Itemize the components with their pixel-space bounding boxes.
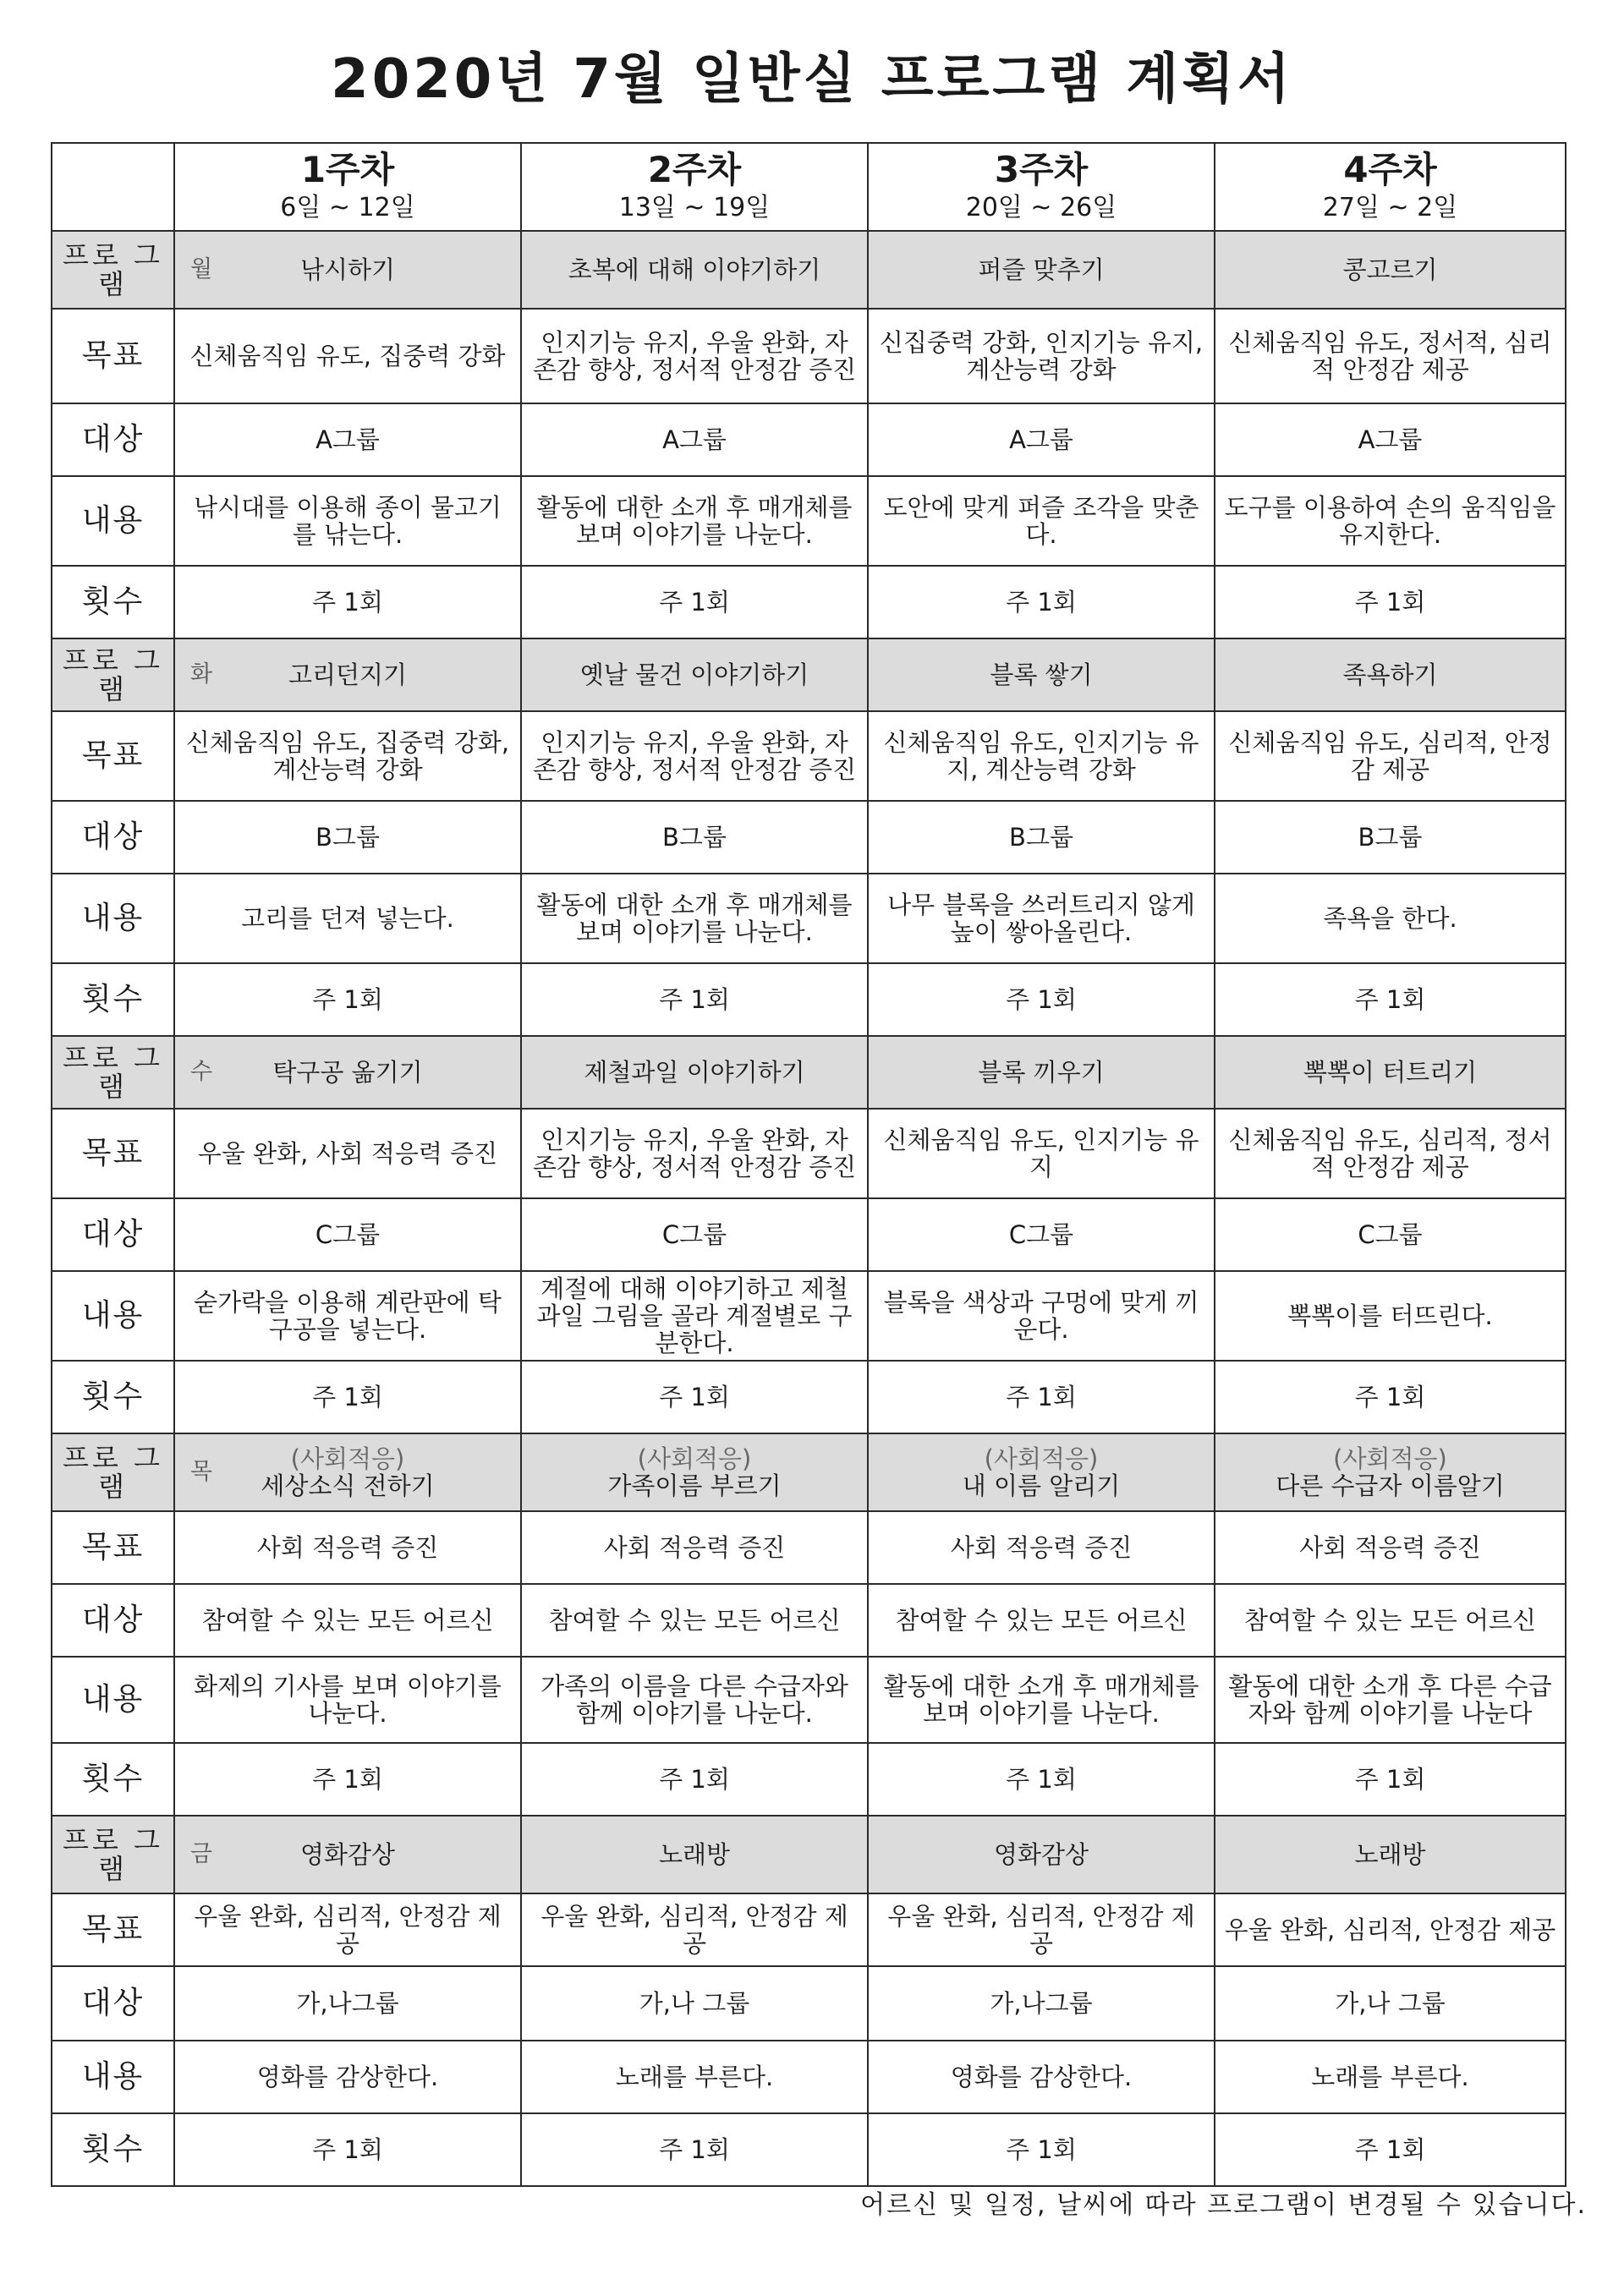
program-cell [868,638,1215,711]
content-row [52,476,1566,566]
week-range: 27일 ~ 2일 [1322,193,1458,222]
program-cell [868,1036,1215,1109]
program-row [52,638,1566,711]
goal-row [52,1109,1566,1198]
target-row [52,1584,1566,1657]
goal-cell: 사회 적응력 증진 [1215,1511,1566,1584]
program-name: 노래방 [1354,1840,1426,1869]
program-note: (사회적응) [984,1444,1099,1473]
frequency-row [52,1743,1566,1816]
program-row [52,231,1566,309]
footer-note: 어르신 및 일정, 날씨에 따라 프로그램이 변경될 수 있습니다. [860,2190,1587,2220]
target-cell: A그룹 [868,403,1215,476]
content-cell: 도안에 맞게 퍼즐 조각을 맞춘다. [868,476,1215,566]
row-label-program: 프로 그램 [52,231,174,309]
program-cell [1215,1036,1566,1109]
row-label-target: 대상 [52,801,174,874]
program-name: 영화감상 [299,1840,396,1869]
program-plan-table [51,142,1566,2187]
row-label-content: 내용 [52,874,174,963]
program-cell [521,1816,868,1893]
program-cell [174,1036,521,1109]
day-tag: 금 [190,1841,213,1867]
content-cell: 고리를 던져 넣는다. [174,874,521,963]
program-name: 족욕하기 [1342,660,1438,689]
content-cell: 노래를 부른다. [521,2041,868,2113]
frequency-row [52,2113,1566,2186]
day-tag: 수 [190,1059,213,1085]
program-cell [174,1816,521,1893]
goal-row [52,309,1566,403]
frequency-cell: 주 1회 [521,2113,868,2186]
row-label-goal: 목표 [52,1893,174,1966]
frequency-cell: 주 1회 [521,1361,868,1433]
target-row [52,1198,1566,1271]
target-cell: B그룹 [1215,801,1566,874]
target-cell: A그룹 [1215,403,1566,476]
goal-cell: 사회 적응력 증진 [521,1511,868,1584]
target-cell: C그룹 [521,1198,868,1271]
target-cell: A그룹 [174,403,521,476]
week-header-row [52,143,1566,231]
target-cell: 가,나그룹 [174,1966,521,2041]
content-cell: 숟가락을 이용해 계란판에 탁구공을 넣는다. [174,1271,521,1361]
goal-cell: 우울 완화, 심리적, 안정감 제공 [521,1893,868,1966]
content-cell: 도구를 이용하여 손의 움직임을 유지한다. [1215,476,1566,566]
target-cell: 가,나그룹 [868,1966,1215,2041]
row-label-target: 대상 [52,403,174,476]
content-cell: 활동에 대한 소개 후 매개체를 보며 이야기를 나눈다. [521,874,868,963]
row-label-goal: 목표 [52,1511,174,1584]
row-label-program: 프로 그램 [52,1036,174,1109]
week-range: 13일 ~ 19일 [618,193,771,222]
target-cell: B그룹 [868,801,1215,874]
program-cell [868,1433,1215,1511]
row-label-content: 내용 [52,476,174,566]
week-header [1215,143,1566,231]
content-cell: 뽁뽁이를 터뜨린다. [1215,1271,1566,1361]
target-cell: 가,나 그룹 [1215,1966,1566,2041]
content-cell: 가족의 이름을 다른 수급자와 함께 이야기를 나눈다. [521,1657,868,1743]
week-range: 20일 ~ 26일 [965,193,1117,222]
goal-cell: 신체움직임 유도, 집중력 강화, 계산능력 강화 [174,711,521,801]
frequency-cell: 주 1회 [174,1361,521,1433]
program-name: 가족이름 부르기 [607,1471,782,1500]
content-cell: 블록을 색상과 구멍에 맞게 끼운다. [868,1271,1215,1361]
program-cell [1215,1433,1566,1511]
program-cell [868,231,1215,309]
content-row [52,1271,1566,1361]
goal-row [52,711,1566,801]
goal-cell: 신체움직임 유도, 심리적, 정서적 안정감 제공 [1215,1109,1566,1198]
program-cell [868,1816,1215,1893]
program-cell [521,231,868,309]
row-label-frequency: 횟수 [52,1743,174,1816]
goal-cell: 인지기능 유지, 우울 완화, 자존감 향상, 정서적 안정감 증진 [521,711,868,801]
program-name: 뽁뽁이 터트리기 [1303,1058,1478,1087]
target-cell: B그룹 [174,801,521,874]
frequency-cell: 주 1회 [1215,1361,1566,1433]
program-cell [1215,638,1566,711]
frequency-cell: 주 1회 [1215,566,1566,638]
target-row [52,403,1566,476]
program-note: (사회적응) [637,1444,752,1473]
program-name: 블록 끼우기 [978,1058,1105,1087]
program-note: (사회적응) [290,1444,405,1473]
target-cell: B그룹 [521,801,868,874]
program-name: 옛날 물건 이야기하기 [579,660,809,689]
program-name: 퍼즐 맞추기 [978,255,1105,284]
frequency-cell: 주 1회 [1215,963,1566,1036]
program-cell [174,1433,521,1511]
frequency-row [52,566,1566,638]
week-header [868,143,1215,231]
frequency-cell: 주 1회 [174,2113,521,2186]
goal-cell: 우울 완화, 심리적, 안정감 제공 [1215,1893,1566,1966]
day-tag: 월 [190,256,213,282]
program-name: 초복에 대해 이야기하기 [568,255,821,284]
target-cell: A그룹 [521,403,868,476]
program-name: 낚시하기 [299,255,396,284]
content-cell: 낚시대를 이용해 종이 물고기를 낚는다. [174,476,521,566]
goal-row [52,1893,1566,1966]
goal-cell: 인지기능 유지, 우울 완화, 자존감 향상, 정서적 안정감 증진 [521,1109,868,1198]
program-name: 노래방 [658,1840,731,1869]
week-name: 4주차 [1343,149,1437,190]
frequency-cell: 주 1회 [521,963,868,1036]
content-row [52,2041,1566,2113]
row-label-goal: 목표 [52,309,174,403]
row-label-program: 프로 그램 [52,1816,174,1893]
content-cell: 나무 블록을 쓰러트리지 않게 높이 쌓아올린다. [868,874,1215,963]
program-name: 제철과일 이야기하기 [584,1058,805,1087]
goal-row [52,1511,1566,1584]
content-cell: 족욕을 한다. [1215,874,1566,963]
program-name: 콩고르기 [1342,255,1438,284]
row-label-target: 대상 [52,1966,174,2041]
target-cell: 가,나 그룹 [521,1966,868,2041]
target-cell: C그룹 [868,1198,1215,1271]
goal-cell: 우울 완화, 심리적, 안정감 제공 [174,1893,521,1966]
row-label-target: 대상 [52,1198,174,1271]
target-cell: 참여할 수 있는 모든 어르신 [521,1584,868,1657]
day-tag: 화 [190,661,213,688]
row-label-goal: 목표 [52,711,174,801]
program-name: 다른 수급자 이름알기 [1276,1471,1505,1500]
frequency-cell: 주 1회 [868,1743,1215,1816]
frequency-cell: 주 1회 [868,566,1215,638]
frequency-cell: 주 1회 [868,963,1215,1036]
corner-cell [52,143,174,231]
week-name: 2주차 [647,149,742,190]
target-row [52,801,1566,874]
content-cell: 활동에 대한 소개 후 매개체를 보며 이야기를 나눈다. [868,1657,1215,1743]
program-name: 고리던지기 [288,660,408,689]
content-cell: 화제의 기사를 보며 이야기를 나눈다. [174,1657,521,1743]
content-cell: 영화를 감상한다. [868,2041,1215,2113]
frequency-cell: 주 1회 [521,566,868,638]
program-name: 블록 쌓기 [990,660,1093,689]
frequency-cell: 주 1회 [868,1361,1215,1433]
goal-cell: 사회 적응력 증진 [868,1511,1215,1584]
content-cell: 활동에 대한 소개 후 매개체를 보며 이야기를 나눈다. [521,476,868,566]
goal-cell: 신체움직임 유도, 인지기능 유지 [868,1109,1215,1198]
program-cell [1215,1816,1566,1893]
content-cell: 활동에 대한 소개 후 다른 수급자와 함께 이야기를 나눈다 [1215,1657,1566,1743]
program-row [52,1433,1566,1511]
program-name: 세상소식 전하기 [261,1471,435,1500]
goal-cell: 신체움직임 유도, 심리적, 안정감 제공 [1215,711,1566,801]
frequency-cell: 주 1회 [174,963,521,1036]
row-label-content: 내용 [52,1271,174,1361]
row-label-target: 대상 [52,1584,174,1657]
week-header [521,143,868,231]
week-header [174,143,521,231]
target-cell: C그룹 [1215,1198,1566,1271]
goal-cell: 신체움직임 유도, 집중력 강화 [174,309,521,403]
row-label-content: 내용 [52,2041,174,2113]
frequency-row [52,1361,1566,1433]
content-cell: 영화를 감상한다. [174,2041,521,2113]
frequency-cell: 주 1회 [174,566,521,638]
row-label-frequency: 횟수 [52,2113,174,2186]
row-label-frequency: 횟수 [52,1361,174,1433]
frequency-cell: 주 1회 [1215,1743,1566,1816]
program-cell [521,1036,868,1109]
week-name: 3주차 [994,149,1089,190]
week-name: 1주차 [300,149,395,190]
goal-cell: 인지기능 유지, 우울 완화, 자존감 향상, 정서적 안정감 증진 [521,309,868,403]
frequency-cell: 주 1회 [1215,2113,1566,2186]
goal-cell: 우울 완화, 심리적, 안정감 제공 [868,1893,1215,1966]
program-row [52,1036,1566,1109]
program-name: 영화감상 [993,1840,1089,1869]
row-label-goal: 목표 [52,1109,174,1198]
program-name: 내 이름 알리기 [962,1471,1121,1500]
content-row [52,1657,1566,1743]
program-cell [1215,231,1566,309]
row-label-frequency: 횟수 [52,566,174,638]
frequency-cell: 주 1회 [174,1743,521,1816]
program-row [52,1816,1566,1893]
target-row [52,1966,1566,2041]
row-label-frequency: 횟수 [52,963,174,1036]
target-cell: C그룹 [174,1198,521,1271]
goal-cell: 신체움직임 유도, 인지기능 유지, 계산능력 강화 [868,711,1215,801]
program-cell [521,638,868,711]
goal-cell: 사회 적응력 증진 [174,1511,521,1584]
row-label-content: 내용 [52,1657,174,1743]
target-cell: 참여할 수 있는 모든 어르신 [174,1584,521,1657]
program-cell [174,231,521,309]
frequency-row [52,963,1566,1036]
frequency-cell: 주 1회 [521,1743,868,1816]
goal-cell: 우울 완화, 사회 적응력 증진 [174,1109,521,1198]
program-cell [521,1433,868,1511]
goal-cell: 신체움직임 유도, 정서적, 심리적 안정감 제공 [1215,309,1566,403]
week-range: 6일 ~ 12일 [280,193,415,222]
program-name: 탁구공 옮기기 [272,1058,423,1087]
target-cell: 참여할 수 있는 모든 어르신 [868,1584,1215,1657]
page-title: 2020년 7월 일반실 프로그램 계획서 [331,48,1293,111]
content-cell: 계절에 대해 이야기하고 제철과일 그림을 골라 계절별로 구분한다. [521,1271,868,1361]
content-cell: 노래를 부른다. [1215,2041,1566,2113]
frequency-cell: 주 1회 [868,2113,1215,2186]
target-cell: 참여할 수 있는 모든 어르신 [1215,1584,1566,1657]
day-tag: 목 [190,1459,213,1485]
content-row [52,874,1566,963]
row-label-program: 프로 그램 [52,638,174,711]
goal-cell: 신집중력 강화, 인지기능 유지, 계산능력 강화 [868,309,1215,403]
program-note: (사회적응) [1333,1444,1447,1473]
program-cell [174,638,521,711]
row-label-program: 프로 그램 [52,1433,174,1511]
